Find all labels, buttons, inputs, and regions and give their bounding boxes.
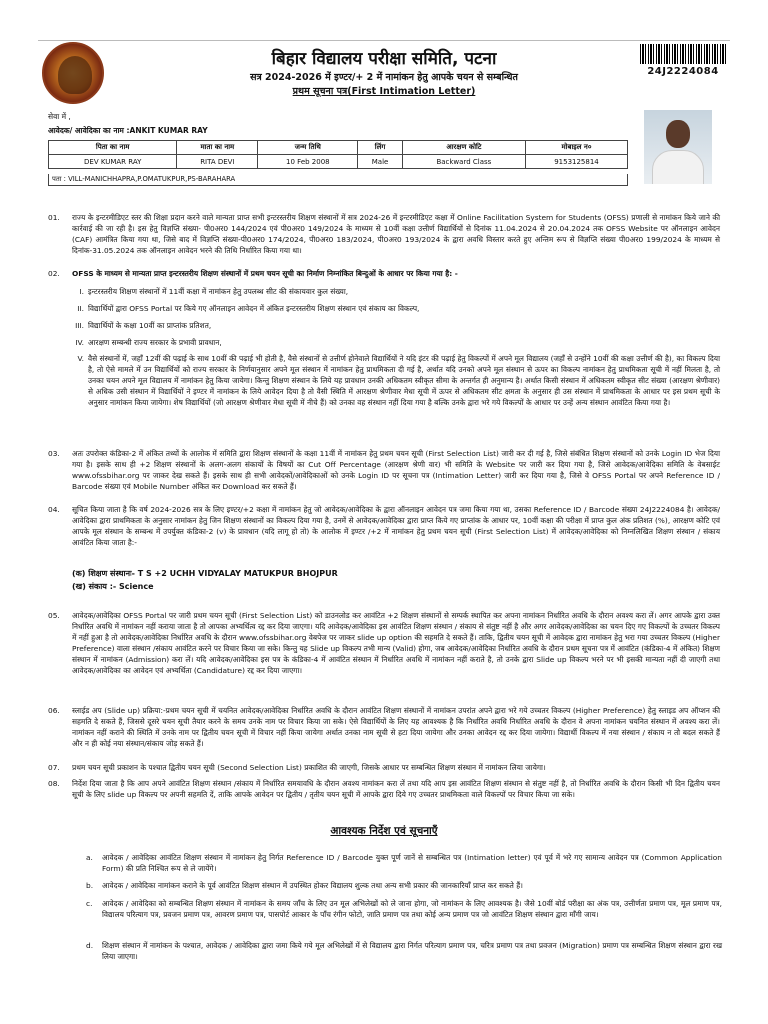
para-text: सूचित किया जाता है कि वर्ष 2024-2026 सत्र के लिए इण्टर/+2 कक्षा में नामांकन हेतु जो आवेदक/आवेदिका के द्वारा ऑनलाइन आवेदन पत्र जमा किया गया था, उसका Reference ID / Barcode संख्या 24J2224084 है। आवेदक/आवेदिका द्वारा प्राथमिकता के अनुसार नामांकन हेतु जिन शिक्षण संस्थानों का विकल्प दिया गया है, उनमें से आवेदक/आवेदिका द्वारा प्राप्त किये गए प्राप्तांक के आधार पर, 10वीं कक्षा की परीक्षा में प्राप्त कुल अंक प्रतिशत (%), आरक्षण कोटि एवं आपके मूल संस्थान के सम्बन्ध में उपर्युक्त कंडिका-2 (v) के प्रावधान (यदि लागू हो तो) के आलोक में इण्टर /+2 में नामांकन हेतु प्रथम चयन सूची (First Selection List) में आवेदक/आवेदिका को निम्नलिखित शिक्षण संस्थान / संकाय आवंटित किया जाता है:- bbox=[72, 505, 720, 547]
header-dob: जन्म तिथि bbox=[258, 141, 358, 155]
para-text: अतः उपरोक्त कंडिका-2 में अंकित तथ्यों के आलोक में समिति द्वारा शिक्षण संस्थानों के कक्षा 11वीं में नामांकन हेतु प्रथम चयन सूची (First Selection List) जारी कर दी गई है, जिसे संबंधित शिक्षण संस्थानों को उनके Login ID भेज दिया गया है। इसके साथ ही +2 शिक्षण संस्थानों के अलग-अलग संकायों के विषयों का Cut Off Percentage (आरक्षण श्रेणी वार) भी समिति के Website पर जारी कर दिया गया है, जिसे आवेदक/आवेदिका समिति के वेबसाईट www.ofssbihar.org पर जाकर देख सकते हैं। इसके साथ ही सभी आवेदकों/आवेदिकाओं को उनके Login ID पर सूचना पत्र (Intimation Letter) जारी कर दिया गया है, जिसे वे OFSS Portal पर अपने Reference ID / Barcode संख्या एवं Mobile Number अंकित कर Download कर सकते हैं। bbox=[72, 449, 720, 491]
para-number: 05. bbox=[48, 611, 60, 620]
para-text: प्रथम चयन सूची प्रकाशन के पश्चात द्वितीय चयन सूची (Second Selection List) प्रकाशित की जाएगी, जिसके आधार पर सम्बन्धित शिक्षण संस्थान में नामांकन लिया जायेगा। bbox=[72, 763, 546, 772]
para-text: आवेदक/आवेदिका OFSS Portal पर जारी प्रथम चयन सूची (First Selection List) को डाउनलोड कर आवंटित +2 शिक्षण संस्थानों से सम्पर्क स्थापित कर अपना नामांकन निर्धारित अवधि के दौरान अवश्य करा लें। अगर आपके द्वारा उक्त निर्धारित अवधि में नामांकन नहीं कराया जाता है तो आपका अभ्यर्थित्व रद्द कर दिया जाएगा। यदि आवेदक/आवेदिका इस आवंटित शिक्षण संस्थान / संकाय से संतुष्ट नहीं है और अगर आवेदक/आवेदिका का चयन दिए गए विकल्पों के उच्चतर विकल्प में नहीं हुआ है तो आवेदक/आवेदिका निर्धारित अवधि के दौरान www.ofssbihar.org वेबपेज पर जाकर slide up option की सहमति दे सकते हैं। ताकि, द्वितीय चयन सूची में आवेदक द्वारा नामांकन हेतु भरा गया उच्चतर विकल्प (Higher Preference) वाला संस्थान /संकाय आवंटित करने पर विचार किया जा सके। किन्तु यह Slide up विकल्प तभी मान्य (Valid) होगा, जब आवेदक/आवेदिका निर्धारित अवधि के दौरान प्रथम सूचना पत्र में आवंटित (कंडिका-4 में अंकित) शिक्षण संस्थान में नामांकन (Admission) करा लें। यदि आवेदक/आवेदिका इस पत्र के कंडिका-4 में आवंटित संस्थान में निर्धारित अवधि में नामांकन नहीं कराते है, तो उनके द्वारा Slide up विकल्प भरने पर भी इसकी मान्यता नहीं दी जाएगी तथा आवेदक/आवेदिका का आवेदन एवं अभ्यर्थिता (Candidature) रद्द कर दिया जाएगा। bbox=[72, 611, 720, 675]
list-item: IV. आरक्षण सम्बन्धी राज्य सरकार के प्रभावी प्रावधान, bbox=[75, 338, 222, 347]
applicant-photo bbox=[644, 110, 712, 184]
mother-name: RITA DEVI bbox=[177, 155, 258, 169]
para-number: 02. bbox=[48, 269, 60, 278]
para-07 bbox=[48, 762, 720, 773]
letter-subject: सत्र 2024-2026 में इण्टर/+ 2 में नामांकन हेतु आपके चयन से सम्बन्धित bbox=[250, 72, 518, 83]
para-number: 06. bbox=[48, 706, 60, 715]
para-01 bbox=[48, 212, 720, 256]
barcode-image bbox=[640, 44, 726, 64]
para-number: 07. bbox=[48, 763, 60, 772]
para-06 bbox=[48, 705, 720, 749]
para-text: राज्य के इन्टरमीडिएट स्तर की शिक्षा प्रदान करने वाले मान्यता प्राप्त सभी इन्टरस्तरीय शिक्षण संस्थानों में सत्र 2024-26 में इन्टरमीडिएट कक्षा में Online Facilitation System for Students (OFSS) प्रणाली से नामांकन किये जाने की कार्रवाई की जा रही है। इस हेतु विज्ञप्ति संख्या- पी0अर0 144/2024 एवं पी0अर0 149/2024 के माध्यम से 10वीं कक्षा उत्तीर्ण विद्यार्थियों से दिनांक 11.04.2024 से 20.04.2024 तक OFSS Website पर ऑनलाइन आवेदन (CAF) आमंत्रित किया गया था, जिसे बाद में विज्ञप्ति संख्या-पी0अर0 174/2024, पी0अर0 183/2024, पी0अर0 193/2024 के द्वारा अवधि विस्तार करते हुए अन्तिम रूप से विज्ञप्ति संख्या पी0अर0 199/2024 के माध्यम से दिनांक-31.05.2024 तक ऑनलाइन आवेदन भरने की तिथि निर्धारित किया गया था। bbox=[72, 213, 720, 255]
mobile: 9153125814 bbox=[525, 155, 627, 169]
header-gender: लिंग bbox=[358, 141, 402, 155]
para-08 bbox=[48, 778, 720, 800]
address: पता : VILL-MANICHHAPRA,P.OMATUKPUR,PS-BARAHARA bbox=[48, 174, 628, 186]
list-item: V. वैसे संस्थानों में, जहाँ 12वीं की पढ़ाई के साथ 10वीं की पढ़ाई भी होती है, वैसे संस्थानों से उत्तीर्ण होनेवाले विद्यार्थियों ने यदि इंटर की पढ़ाई हेतु विकल्पों में अपने मूल विद्यालय (जहाँ से उन्होंने 10वीं की कक्षा उत्तीर्ण की है), का विकल्प दिया है, तो ऐसे मामले में उन विद्यार्थियों को राज्य सरकार के निर्णयानुसार अपने मूल संस्थान में नामांकन हेतु प्राथमिकता दी गई है, अर्थात यदि उनको अपने मूल संस्थान से ऊपर का विकल्प नामांकन हेतु प्राथमिकता सूची में नहीं मिलता है, तो उनका चयन अपने मूल विद्यालय में नामांकन हेतु किया जायेगा। किन्तु शिक्षण संस्थान के लिये यह प्रावधान उनकी अधिकतम स्वीकृत सीमा के अन्तर्गत ही अनुमान्य है। अर्थात किसी संस्थान में अधिकतम स्वीकृत सीट संख्या (आरक्षण श्रेणीवार) से अधिक उसी संस्थान में विद्यार्थियों ने इण्टर में नामांकन के लिये आवेदन दिया है तो वैसी स्थिति में आरक्षण श्रेणीवार मेधा सूची में ऊपर से अधिकतम सीट क्षमता के अनुसार ही उस संस्थान में प्राथमिकता के आधार पर इस प्रथम सूची के अनुसार नामांकन किया जायेगा। शेष विद्यार्थियों (जो आरक्षण श्रेणीवार मेधा सूची में नीचे हैं) को उनका वह संस्थान नहीं दिया गया है बल्कि उनके द्वारा भरे गये विकल्पों के आधार पर उन्हें अन्य संस्थान आवंटित किया गया है। bbox=[77, 354, 720, 407]
reference-id: 24J2224084 bbox=[647, 66, 719, 77]
board-title: बिहार विद्यालय परीक्षा समिति, पटना bbox=[271, 49, 497, 69]
list-item: I. इन्टरस्तरीय शिक्षण संस्थानों में 11वीं कक्षा में नामांकन हेतु उपलब्ध सीट की संकायवार कुल संख्या, bbox=[79, 287, 349, 296]
para-text: OFSS के माध्यम से मान्यता प्राप्त इन्टरस्तरीय शिक्षण संस्थानों में प्रथम चयन सूची का निर्माण निम्नांकित बिन्दुओं के आधार पर किया गया है: - bbox=[72, 269, 458, 278]
applicant-name: आवेदक/ आवेदिका का नाम :ANKIT KUMAR RAY bbox=[48, 126, 208, 135]
para-text: निर्देश दिया जाता है कि आप अपने आवंटित शिक्षण संस्थान /संकाय में निर्धारित समयावधि के दौरान अवश्य नामांकन करा लें तथा यदि आप इस आवंटित शिक्षण संस्थान से संतुष्ट नहीं है, तो निर्धारित अवधि के दौरान किसी भी दिन द्वितीय चयन सूची के लिए slide up विकल्प पर अपनी सहमति दें, ताकि आपके आवेदन पर द्वितीय / तृतीय चयन सूची में आपके द्वारा दिये गए उच्चतर प्राथमिकता वाले विकल्पों पर विचार किया जा सके। bbox=[72, 779, 720, 799]
para-number: 03. bbox=[48, 449, 60, 458]
para-number: 01. bbox=[48, 213, 60, 222]
category: Backward Class bbox=[402, 155, 525, 169]
allotted-faculty: (ख) संकाय :- Science bbox=[72, 582, 154, 591]
para-04 bbox=[48, 504, 720, 548]
list-item: d. शिक्षण संस्थान में नामांकन के पश्चात, आवेदक / आवेदिका द्वारा जमा किये गये मूल अभिलेखों में से विद्यालय द्वारा निर्गत परित्याग प्रमाण पत्र, चरित्र प्रमाण पत्र तथा प्रवजन (Migration) प्रमाण पत्र सम्बन्धित शिक्षण संस्थान द्वारा रख लिया जाएगा। bbox=[86, 941, 722, 961]
list-item: c. आवेदक / आवेदिका को सम्बन्धित शिक्षण संस्थान में नामांकन के समय जाँच के लिए उन मूल अभिलेखों को ले जाना होगा, जो नामांकन के लिए आवश्यक है। जैसे 10वीं बोर्ड परीक्षा का अंक पत्र, उत्तीर्णता प्रमाण पत्र, मूल प्रमाण पत्र, विद्यालय परित्याग पत्र, प्रवजन प्रमाण पत्र, आवरण प्रमाण पत्र, पासपोर्ट आकार के पाँच रंगीन फोटो, जाति प्रमाण पत्र तथा कोई अन्य प्रमाण पत्र जो आवंटित शिक्षण संस्थान द्वारा माँगी जाय। bbox=[86, 899, 722, 919]
list-item: b. आवेदक / आवेदिका नामांकन कराने के पूर्व आवंटित शिक्षण संस्थान में उपस्थित होकर विद्यालय शुल्क तथा अन्य सभी प्रकार की जानकारियाँ प्राप्त कर सकते हैं। bbox=[86, 881, 523, 890]
list-item: III. विद्यार्थियों के कक्षा 10वीं का प्राप्तांक प्रतिशत, bbox=[75, 321, 212, 330]
para-05 bbox=[48, 610, 720, 676]
gender: Male bbox=[358, 155, 402, 169]
list-item: a. आवेदक / आवेदिका आवंटित शिक्षण संस्थान में नामांकन हेतु निर्गत Reference ID / Barcode युक्त पूर्ण जानें से सम्बन्धित पत्र (Intimation letter) एवं पूर्व में भरे गए सामान्य आवेदन पत्र (Common Application Form) की प्रति निश्चित रूप से ले जायेंगे। bbox=[86, 853, 722, 873]
allotted-school: (क) शिक्षण संस्थानः- T S +2 UCHH VIDYALAY MATUKPUR BHOJPUR bbox=[72, 569, 338, 578]
para-number: 08. bbox=[48, 779, 60, 788]
para-02 bbox=[48, 268, 720, 279]
header-father-name: पिता का नाम bbox=[49, 141, 177, 155]
para-03 bbox=[48, 448, 720, 492]
table-header-row bbox=[49, 141, 628, 155]
instructions-title: आवश्यक निर्देश एवं सूचनाएँ bbox=[330, 825, 438, 837]
header-mother-name: माता का नाम bbox=[177, 141, 258, 155]
letter-type: प्रथम सूचना पत्र(First Intimation Letter) bbox=[292, 86, 476, 97]
father-name: DEV KUMAR RAY bbox=[49, 155, 177, 169]
header-mobile: मोबाइल न० bbox=[525, 141, 627, 155]
para-number: 04. bbox=[48, 505, 60, 514]
list-item: II. विद्यार्थियों द्वारा OFSS Portal पर किये गए ऑनलाइन आवेदन में अंकित इन्टरस्तरीय शिक्षण संस्थान एवं संकाय का विकल्प, bbox=[77, 304, 420, 313]
salutation: सेवा में , bbox=[48, 112, 71, 121]
applicant-details-table bbox=[48, 140, 628, 169]
header-category: आरक्षण कोटि bbox=[402, 141, 525, 155]
para-text: स्लाईड अप (Slide up) प्रक्रिया:-प्रथम चयन सूची में चयनित आवेदक/आवेदिका निर्धारित अवधि के दौरान आवंटित शिक्षण संस्थानों में नामांकन उपरांत अपने द्वारा भरे गये उच्चतर विकल्प (Higher Preference) हेतु स्लाइड अप ऑप्शन की सहमति दे सकते हैं, जिससे दूसरे चयन सूची तैयार करने के समय उनके नाम पर विचार किया जा सके। ऐसे विद्यार्थियों के लिए यह आवश्यक है कि निर्धारित अवधि निर्धारित अवधि के दौरान वे अपना नामांकन चयनित संस्थान में अवश्य करा लें। नामांकन नहीं कराने की स्थिति में उनके नाम पर द्वितीय चयन सूची में विचार नहीं किया जायेगा अर्थात उनका नाम सूची से हटा दिया जायेगा और उनका आवेदन रद्द कर दिया जायेगा। विद्यार्थी विकल्प में नया संस्थान / संकाय न तो बदल सकते हैं और न ही कोई नया संस्थान/संकाय जोड़ सकते हैं। bbox=[72, 706, 720, 748]
top-border bbox=[38, 40, 730, 41]
table-row bbox=[49, 155, 628, 169]
dob: 10 Feb 2008 bbox=[258, 155, 358, 169]
